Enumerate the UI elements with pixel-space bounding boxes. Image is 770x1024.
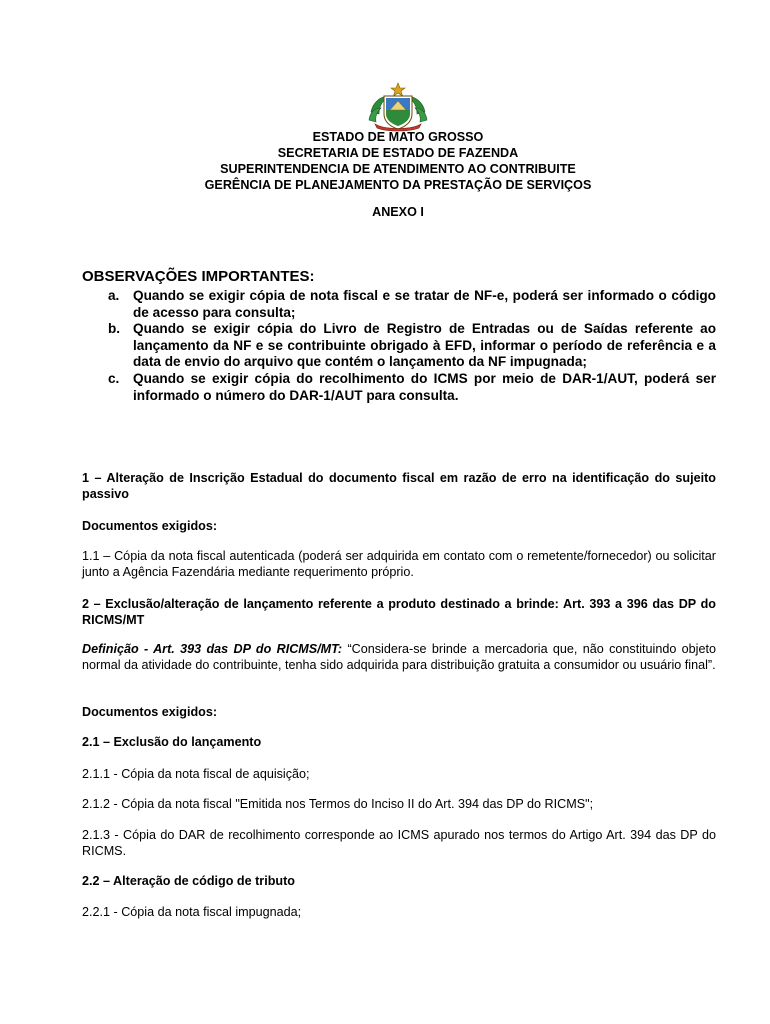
observation-item [108,321,716,371]
observation-item [108,288,716,321]
section-2-2-title: 2.2 – Alteração de código de tributo [82,874,295,888]
header-line-state: ESTADO DE MATO GROSSO [312,130,484,144]
observation-marker: c. [108,370,120,386]
state-coat-of-arms-icon [367,82,429,132]
definition-text: “Considera-se brinde a mercadoria que, não constituindo objeto normal da atividade do contribuinte, tenha sido adquirida para distribuição gratuita a consumidor ou usuário final”. [82,642,716,672]
section-2-title: 2 – Exclusão/alteração de lançamento referente a produto destinado a brinde: Art. 393 a 396 das DP do RICMS/MT [82,597,716,627]
section-2-definition [82,641,716,673]
header-line-management: GERÊNCIA DE PLANEJAMENTO DA PRESTAÇÃO DE SERVIÇOS [204,178,592,192]
observations-list [108,288,716,404]
observation-text: Quando se exigir cópia do recolhimento do ICMS por meio de DAR-1/AUT, poderá ser informado o número do DAR-1/AUT para consulta. [133,370,716,403]
annex-title: ANEXO I [372,205,424,219]
header-line-superintendency: SUPERINTENDENCIA DE ATENDIMENTO AO CONTRIBUITE [220,162,576,176]
section-2-docs-heading: Documentos exigidos: [82,705,218,719]
definition-label: Definição - Art. 393 das DP do RICMS/MT: [82,642,343,656]
section-2-1-title: 2.1 – Exclusão do lançamento [82,735,262,749]
section-1-title: 1 – Alteração de Inscrição Estadual do documento fiscal em razão de erro na identificação do sujeito passivo [82,471,716,501]
document-header [0,129,770,193]
section-1-1-text: 1.1 – Cópia da nota fiscal autenticada (poderá ser adquirida em contato com o remetente/fornecedor) ou solicitar junto a Agência Fazendária mediante requerimento próprio. [82,549,716,579]
observations-title: OBSERVAÇÕES IMPORTANTES: [82,268,315,285]
observation-marker: b. [108,321,121,337]
section-2-1-3-text: 2.1.3 - Cópia do DAR de recolhimento corresponde ao ICMS apurado nos termos do Artigo Art. 394 das DP do RICMS. [82,828,716,858]
observation-text: Quando se exigir cópia do Livro de Registro de Entradas ou de Saídas referente ao lançamento da NF e se contribuinte obrigado à EFD, informar o período de referência e a data de envio do arquivo que contém o lançamento da NF impugnada; [133,321,716,370]
section-2-2-1-text: 2.2.1 - Cópia da nota fiscal impugnada; [82,905,302,919]
section-2-1-1-text: 2.1.1 - Cópia da nota fiscal de aquisição; [82,767,310,781]
observation-marker: a. [108,288,120,303]
section-1-docs-heading: Documentos exigidos: [82,519,218,533]
observation-text: Quando se exigir cópia de nota fiscal e se tratar de NF-e, poderá ser informado o código de acesso para consulta; [133,288,716,320]
header-line-secretariat: SECRETARIA DE ESTADO DE FAZENDA [277,146,519,160]
section-2-1-2-text: 2.1.2 - Cópia da nota fiscal "Emitida nos Termos do Inciso II do Art. 394 das DP do RICMS"; [82,797,594,811]
observation-item [108,371,716,404]
